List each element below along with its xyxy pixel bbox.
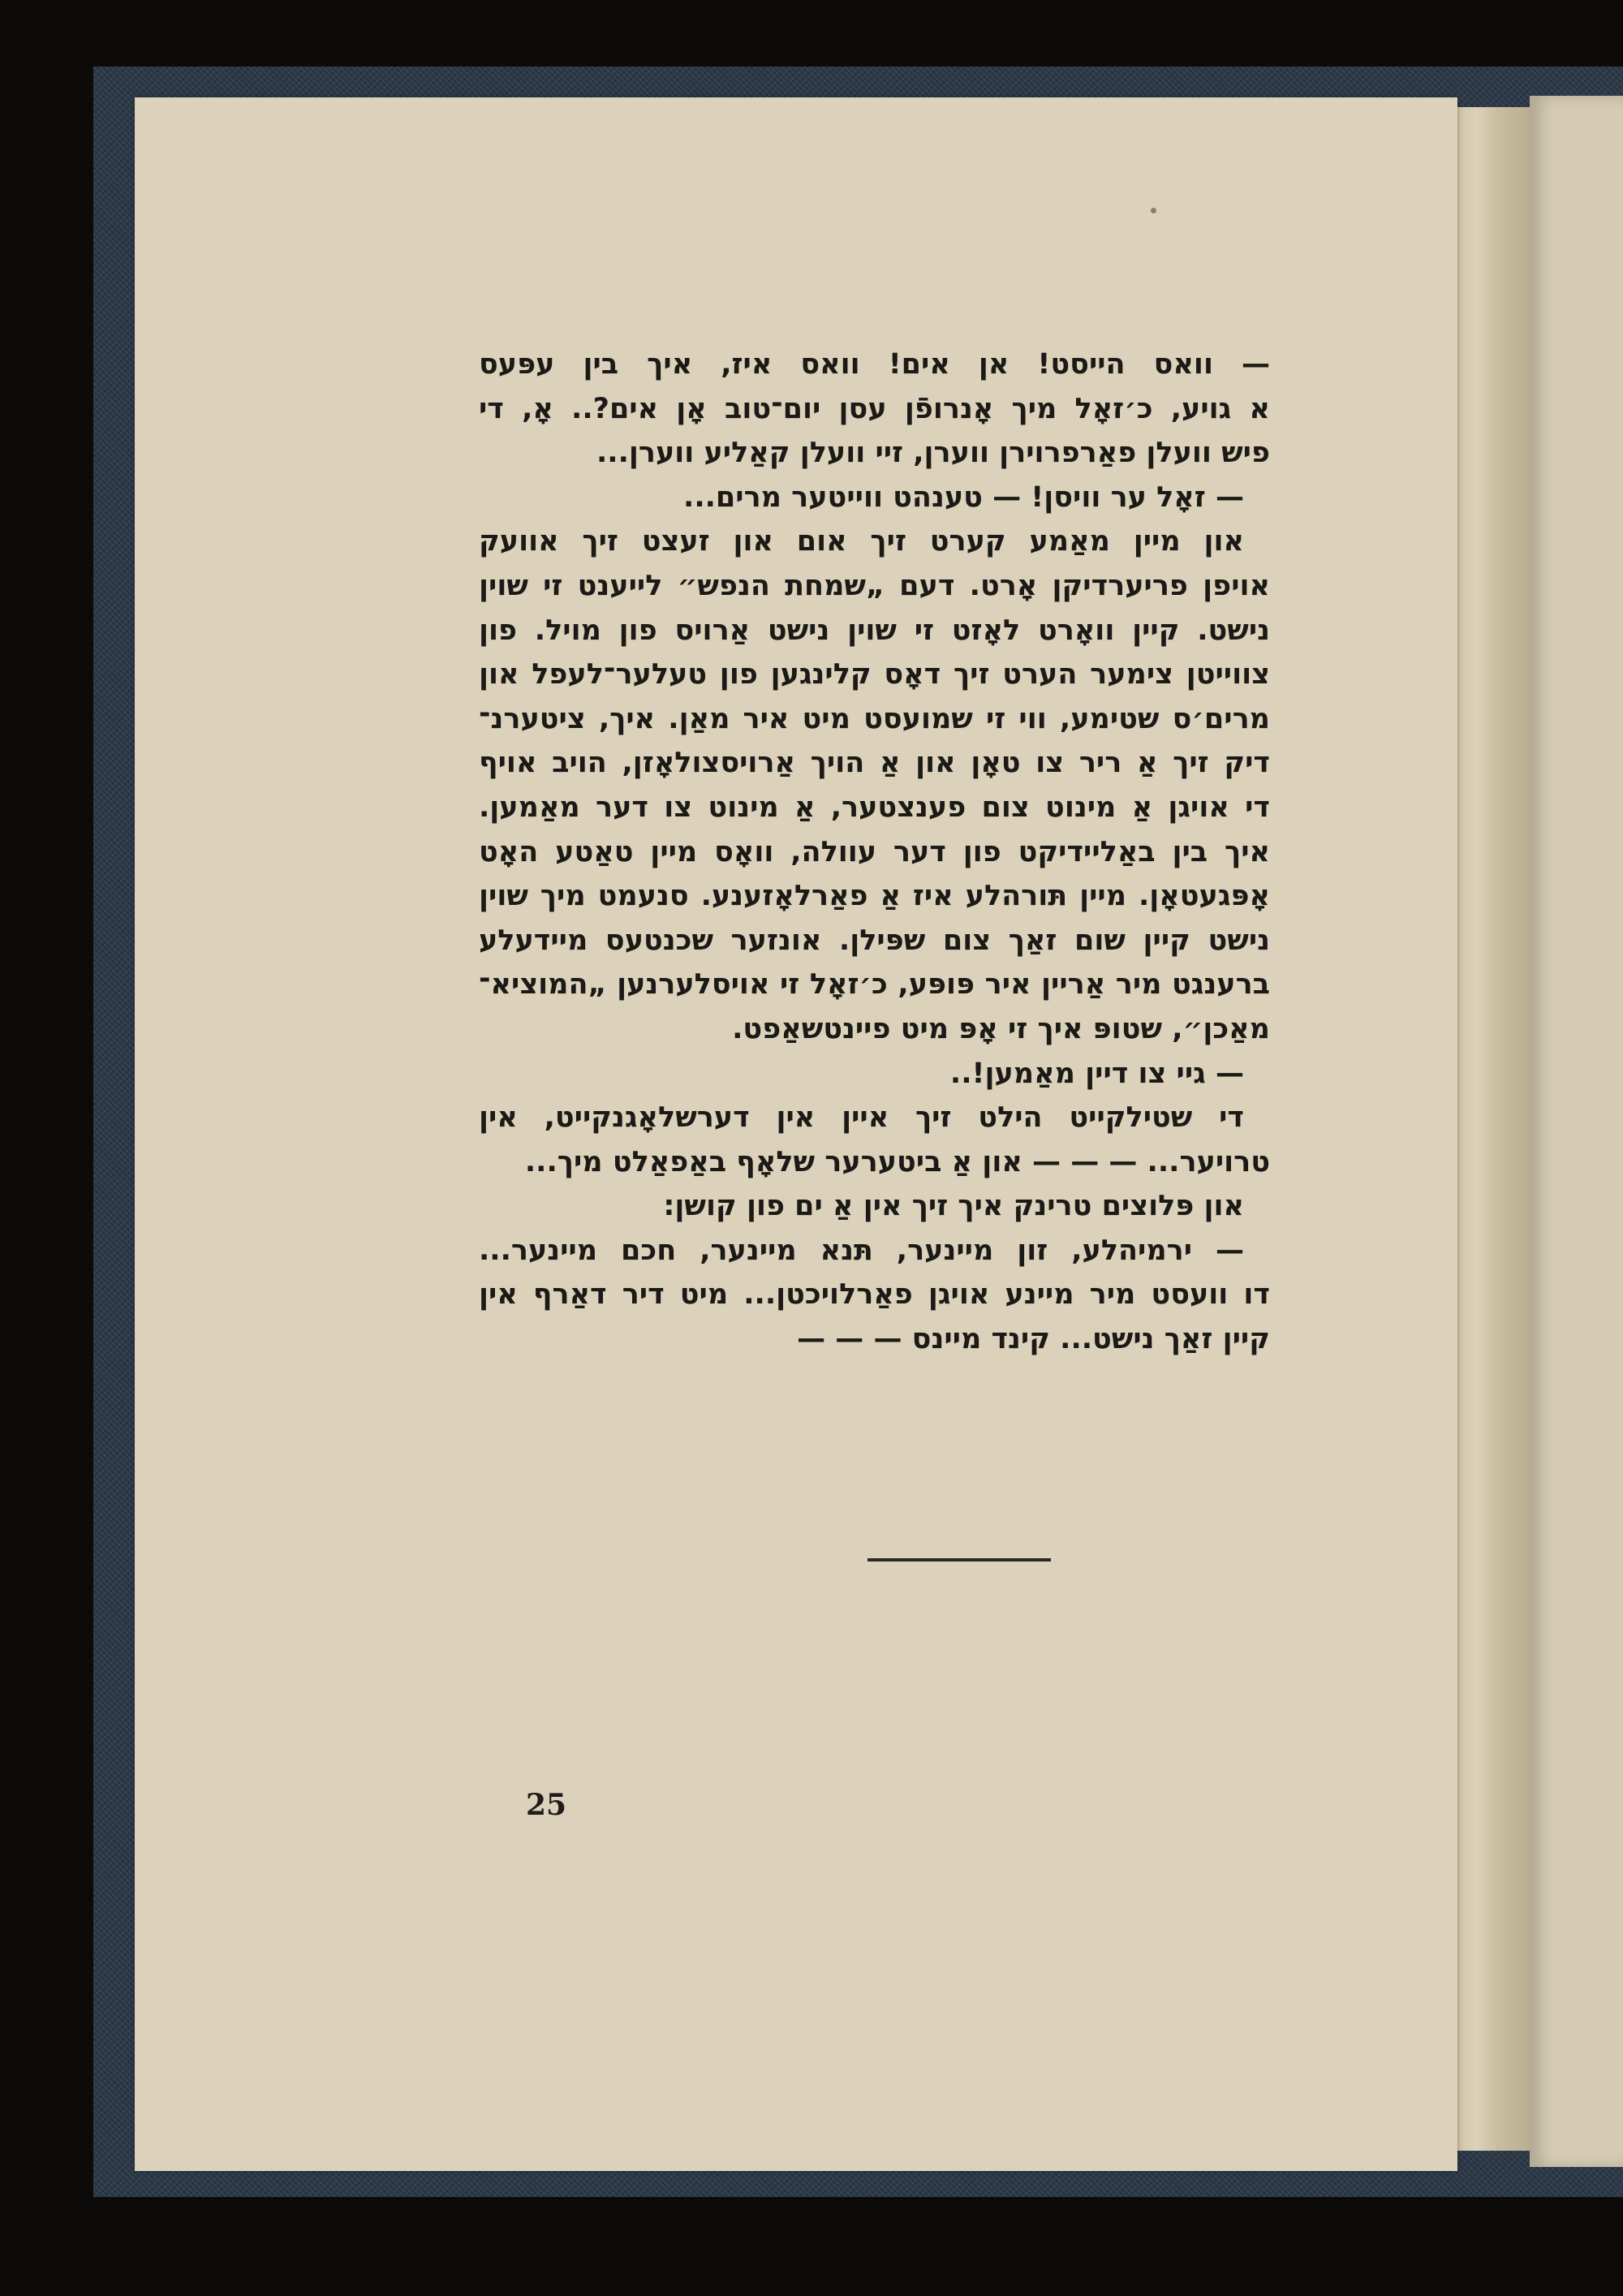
text-line: אָפּגעטאָן. מיין תּורהלע איז אַ פאַרלאָזענע. סנעמט מיך שוין	[479, 880, 1270, 913]
text-line: נישט קיין שום זאַך צום שפּילן. אונזער שכנטעס מיידעלע	[479, 924, 1270, 957]
text-line: — זאָל ער וויסן! — טענהט ווייטער מרים...	[683, 480, 1244, 514]
section-end-rule	[867, 1558, 1051, 1562]
text-line: צווייטן צימער הערט זיך דאָס קלינגען פון טעלער־לעפל און	[479, 658, 1270, 691]
page-body-text	[479, 342, 1270, 1362]
text-line: און פּלוצים טרינק איך זיך אין אַ ים פון קושן:	[663, 1190, 1244, 1223]
page-stack-edge	[1449, 107, 1530, 2151]
text-line: מרים׳ס שטימע, ווי זי שמועסט מיט איר מאַן. איך, ציטערנ־	[479, 702, 1270, 735]
text-line: און מיין מאַמע קערט זיך אום און זעצט זיך אוועק	[479, 525, 1244, 558]
adjacent-page-edge	[1530, 96, 1623, 2167]
text-line: א גויע, כ׳זאָל מיך אָנרופֿן עסן יום־טוב אָן אים?.. אָ, די	[479, 392, 1270, 425]
paper-speck	[1151, 208, 1156, 213]
text-line: ברענגט מיר אַריין איר פּופּע, כ׳זאָל זי אויסלערנען „המוציא־	[479, 968, 1270, 1002]
text-line: די אויגן אַ מינוט צום פענצטער, אַ מינוט צו דער מאַמען.	[479, 790, 1270, 824]
text-line: — ירמיהלע, זון מיינער, תּנא מיינער, חכם מיינער...	[479, 1234, 1244, 1267]
text-line: איך בין באַליידיקט פון דער עוולה, וואָס מיין טאַטע האָט	[479, 835, 1270, 868]
text-line: דיק זיך אַ ריר צו טאָן און אַ הויך אַרויסצולאָזן, הויב אויף	[479, 747, 1270, 780]
text-line: — גיי צו דיין מאַמען!..	[949, 1057, 1244, 1090]
text-line: דו וועסט מיר מיינע אויגן פאַרלויכטן... מיט דיר דאַרף אין	[479, 1278, 1270, 1312]
text-line: מאַכן״, שטופּ איך זי אָפּ מיט פיינטשאַפט.	[732, 1012, 1270, 1045]
text-line: פיש וועלן פאַרפרוירן ווערן, זיי וועלן קאַליע ווערן...	[596, 437, 1270, 470]
text-line: נישט. קיין וואָרט לאָזט זי שוין נישט אַרויס פון מויל. פון	[479, 614, 1270, 647]
text-line: — וואס הייסט! אן אים! וואס איז, איך בין עפּעס	[479, 348, 1270, 381]
text-line: קיין זאַך נישט... קינד מיינס — — —	[797, 1323, 1270, 1356]
text-line: טרויער... — — — און אַ ביטערער שלאָף באַפאַלט מיך...	[524, 1145, 1270, 1178]
text-line: די שטילקייט הילט זיך איין אין דערשלאָגנקייט, אין	[479, 1101, 1244, 1135]
text-line: אויפן פריערדיקן אָרט. דעם „שמחת הנפש״ לייענט זי שוין	[479, 569, 1270, 602]
page-number: 25	[526, 1788, 567, 1822]
